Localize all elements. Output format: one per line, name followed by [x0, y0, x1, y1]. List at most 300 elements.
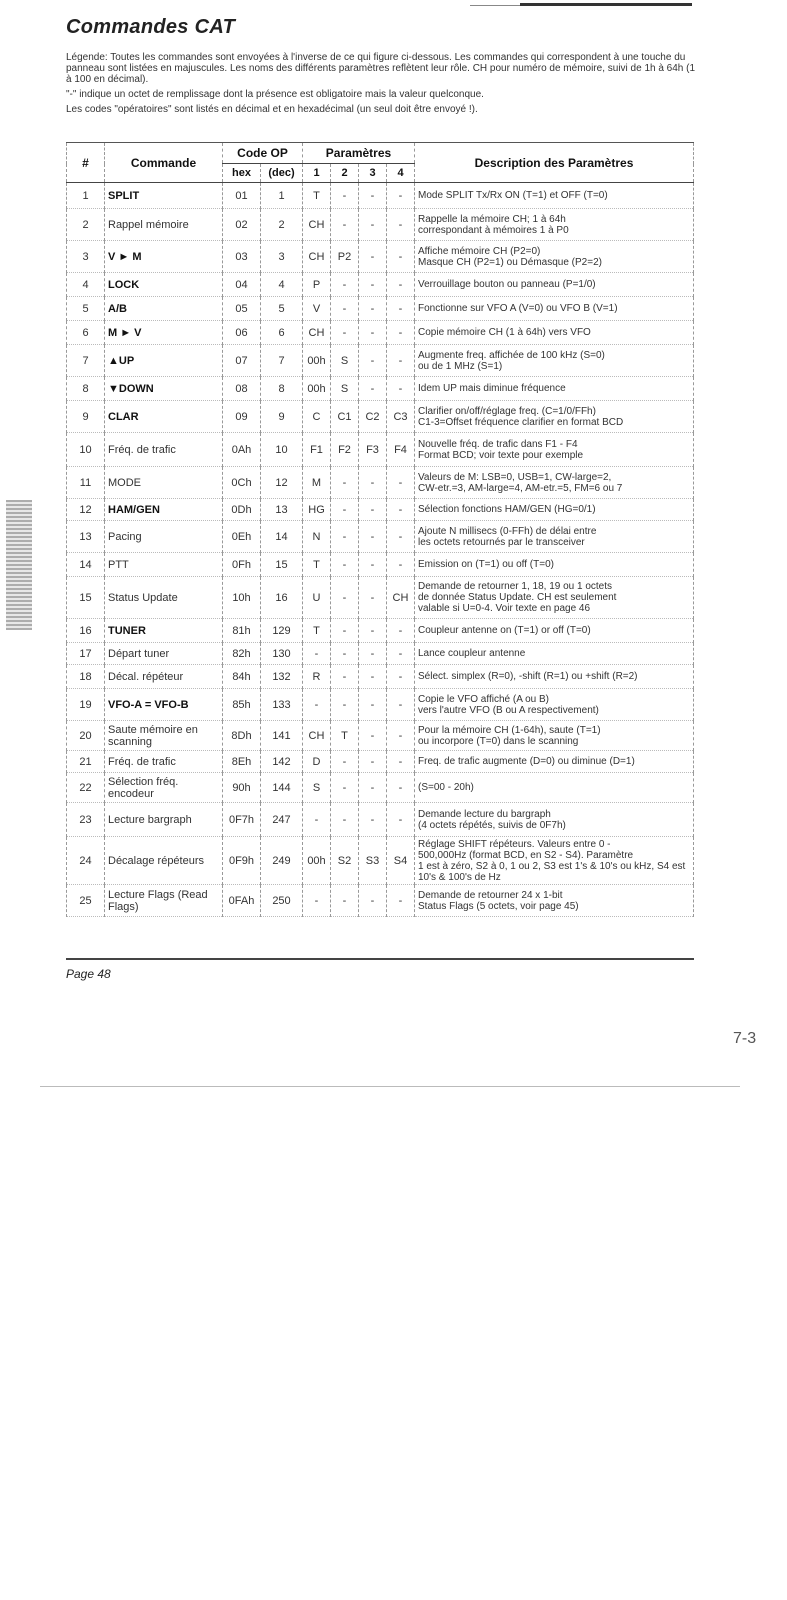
legend — [66, 52, 696, 119]
legend-line-2: "-" indique un octet de remplissage dont la présence est obligatoire mais la valeur quelconque. — [66, 89, 484, 100]
row-hex: 0F7h — [223, 803, 261, 837]
row-param-4: - — [387, 521, 415, 553]
row-param-2: - — [331, 665, 359, 689]
row-description — [415, 273, 694, 297]
row-num: 1 — [67, 183, 105, 209]
row-param-4: - — [387, 619, 415, 643]
row-param-2: - — [331, 297, 359, 321]
row-hex: 0FAh — [223, 885, 261, 917]
row-param-1: P — [303, 273, 331, 297]
row-description — [415, 721, 694, 751]
row-description-line: ou de 1 MHz (S=1) — [418, 360, 503, 372]
row-param-2: - — [331, 619, 359, 643]
row-param-3: - — [359, 553, 387, 577]
row-param-1: S — [303, 773, 331, 803]
row-description — [415, 183, 694, 209]
row-param-1: T — [303, 619, 331, 643]
row-param-1: U — [303, 577, 331, 619]
row-param-1: 00h — [303, 837, 331, 885]
row-param-4: - — [387, 209, 415, 241]
row-description — [415, 433, 694, 467]
row-description — [415, 499, 694, 521]
header-hex: hex — [223, 164, 261, 183]
row-param-3: - — [359, 721, 387, 751]
row-description — [415, 377, 694, 401]
row-param-3: - — [359, 183, 387, 209]
row-description-line: Status Flags (5 octets, voir page 45) — [418, 900, 579, 912]
row-command: TUNER — [105, 619, 223, 643]
row-hex: 0Fh — [223, 553, 261, 577]
row-num: 24 — [67, 837, 105, 885]
row-param-3: S3 — [359, 837, 387, 885]
row-dec: 144 — [261, 773, 303, 803]
row-command: MODE — [105, 467, 223, 499]
row-hex: 8Dh — [223, 721, 261, 751]
table-row — [67, 183, 694, 209]
row-param-3: - — [359, 803, 387, 837]
row-num: 19 — [67, 689, 105, 721]
row-dec: 129 — [261, 619, 303, 643]
row-description-line: Pour la mémoire CH (1-64h), saute (T=1) — [418, 724, 601, 736]
table-row — [67, 433, 694, 467]
table-row — [67, 377, 694, 401]
table-row — [67, 401, 694, 433]
row-num: 7 — [67, 345, 105, 377]
row-param-4: - — [387, 643, 415, 665]
row-param-3: - — [359, 665, 387, 689]
table-row — [67, 467, 694, 499]
row-description-line: Emission on (T=1) ou off (T=0) — [418, 559, 554, 570]
row-param-1: CH — [303, 721, 331, 751]
row-param-1: V — [303, 297, 331, 321]
row-param-3: - — [359, 751, 387, 773]
row-param-3: - — [359, 773, 387, 803]
row-command: HAM/GEN — [105, 499, 223, 521]
table-row — [67, 345, 694, 377]
row-param-4: - — [387, 273, 415, 297]
row-description-line: valable si U=0-4. Voir texte en page 46 — [418, 603, 591, 614]
row-description-line: Copie mémoire CH (1 à 64h) vers VFO — [418, 327, 591, 338]
row-description-line: (S=00 - 20h) — [418, 782, 474, 793]
row-dec: 141 — [261, 721, 303, 751]
row-dec: 7 — [261, 345, 303, 377]
row-num: 8 — [67, 377, 105, 401]
row-hex: 0F9h — [223, 837, 261, 885]
table-row — [67, 209, 694, 241]
row-description-line: Idem UP mais diminue fréquence — [418, 383, 566, 394]
corner-mark: 7-3 — [733, 1030, 757, 1047]
row-param-1: - — [303, 689, 331, 721]
row-num: 12 — [67, 499, 105, 521]
row-description — [415, 553, 694, 577]
row-dec: 130 — [261, 643, 303, 665]
row-description — [415, 665, 694, 689]
row-param-3: - — [359, 377, 387, 401]
row-description-line: de donnée Status Update. CH est seulement — [418, 592, 617, 603]
row-param-1: R — [303, 665, 331, 689]
row-param-3: - — [359, 643, 387, 665]
header-p2: 2 — [331, 164, 359, 183]
row-description — [415, 577, 694, 619]
row-description — [415, 467, 694, 499]
row-param-3: - — [359, 345, 387, 377]
row-num: 16 — [67, 619, 105, 643]
row-num: 3 — [67, 241, 105, 273]
row-param-1: 00h — [303, 377, 331, 401]
row-description-line: Affiche mémoire CH (P2=0) — [418, 245, 541, 257]
row-param-4: - — [387, 803, 415, 837]
row-command: Fréq. de trafic — [105, 433, 223, 467]
row-description-line: Augmente freq. affichée de 100 kHz (S=0) — [418, 349, 605, 361]
table-row — [67, 521, 694, 553]
row-command: Rappel mémoire — [105, 209, 223, 241]
table-row — [67, 773, 694, 803]
row-command: Pacing — [105, 521, 223, 553]
row-param-2: F2 — [331, 433, 359, 467]
row-dec: 9 — [261, 401, 303, 433]
row-command: VFO-A = VFO-B — [105, 689, 223, 721]
row-param-4: - — [387, 377, 415, 401]
header-params: Paramètres — [303, 143, 415, 164]
row-param-2: - — [331, 209, 359, 241]
table-row — [67, 689, 694, 721]
row-description — [415, 643, 694, 665]
row-param-4: - — [387, 721, 415, 751]
legend-line-3: Les codes "opératoires" sont listés en décimal et en hexadécimal (un seul doit être envoyé !). — [66, 104, 478, 115]
row-command: M ► V — [105, 321, 223, 345]
row-description-line: C1-3=Offset fréquence clarifier en format BCD — [418, 416, 624, 428]
row-param-2: - — [331, 577, 359, 619]
row-dec: 133 — [261, 689, 303, 721]
row-param-2: C1 — [331, 401, 359, 433]
row-hex: 90h — [223, 773, 261, 803]
row-dec: 8 — [261, 377, 303, 401]
row-param-4: - — [387, 297, 415, 321]
row-param-2: P2 — [331, 241, 359, 273]
row-description-line: Nouvelle fréq. de trafic dans F1 - F4 — [418, 438, 578, 450]
row-description-line: 1 est à zéro, S2 à 0, 1 ou 2, S3 est 1's & 10's ou kHz, S4 est 10's & 100's de Hz — [418, 860, 686, 883]
row-hex: 07 — [223, 345, 261, 377]
row-param-4: CH — [387, 577, 415, 619]
row-description-line: Demande de retourner 1, 18, 19 ou 1 octets — [418, 581, 613, 592]
row-hex: 10h — [223, 577, 261, 619]
row-num: 4 — [67, 273, 105, 297]
row-dec: 247 — [261, 803, 303, 837]
row-description — [415, 297, 694, 321]
row-param-1: T — [303, 183, 331, 209]
bottom-line — [40, 1086, 740, 1087]
row-param-1: C — [303, 401, 331, 433]
row-dec: 3 — [261, 241, 303, 273]
row-param-4: - — [387, 183, 415, 209]
row-command: Lecture Flags (Read Flags) — [105, 885, 223, 917]
row-command: Sélection fréq. encodeur — [105, 773, 223, 803]
row-param-2: - — [331, 321, 359, 345]
table-row — [67, 553, 694, 577]
row-param-4: - — [387, 241, 415, 273]
row-command: Décal. répéteur — [105, 665, 223, 689]
row-command: Décalage répéteurs — [105, 837, 223, 885]
bottom-rule — [66, 958, 694, 960]
row-param-1: HG — [303, 499, 331, 521]
row-param-4: - — [387, 553, 415, 577]
row-command: Saute mémoire en scanning — [105, 721, 223, 751]
row-command: Lecture bargraph — [105, 803, 223, 837]
row-description-line: Mode SPLIT Tx/Rx ON (T=1) et OFF (T=0) — [418, 190, 608, 201]
row-hex: 81h — [223, 619, 261, 643]
row-num: 25 — [67, 885, 105, 917]
header-p4: 4 — [387, 164, 415, 183]
row-param-1: - — [303, 803, 331, 837]
row-dec: 249 — [261, 837, 303, 885]
row-param-4: - — [387, 345, 415, 377]
page-title: Commandes CAT — [66, 16, 236, 38]
row-param-3: - — [359, 297, 387, 321]
row-dec: 16 — [261, 577, 303, 619]
row-param-4: - — [387, 321, 415, 345]
row-dec: 5 — [261, 297, 303, 321]
row-description — [415, 773, 694, 803]
row-command: Départ tuner — [105, 643, 223, 665]
row-param-3: - — [359, 273, 387, 297]
row-param-3: - — [359, 499, 387, 521]
row-description — [415, 521, 694, 553]
row-dec: 6 — [261, 321, 303, 345]
row-hex: 05 — [223, 297, 261, 321]
row-command: Status Update — [105, 577, 223, 619]
row-param-4: S4 — [387, 837, 415, 885]
table-row — [67, 619, 694, 643]
row-command: A/B — [105, 297, 223, 321]
row-num: 6 — [67, 321, 105, 345]
row-num: 2 — [67, 209, 105, 241]
row-param-2: S — [331, 345, 359, 377]
row-command: CLAR — [105, 401, 223, 433]
row-param-2: - — [331, 273, 359, 297]
row-dec: 1 — [261, 183, 303, 209]
row-param-3: F3 — [359, 433, 387, 467]
row-param-1: CH — [303, 321, 331, 345]
row-param-3: - — [359, 321, 387, 345]
row-description-line: Freq. de trafic augmente (D=0) ou diminue (D=1) — [418, 756, 635, 767]
row-num: 9 — [67, 401, 105, 433]
header-num: # — [67, 143, 105, 183]
row-description-line: Clarifier on/off/réglage freq. (C=1/0/FFh) — [418, 405, 596, 417]
row-param-2: - — [331, 183, 359, 209]
row-param-4: - — [387, 499, 415, 521]
row-param-2: S2 — [331, 837, 359, 885]
table-row — [67, 751, 694, 773]
row-description-line: Valeurs de M: LSB=0, USB=1, CW-large=2, — [418, 471, 612, 483]
table-row — [67, 803, 694, 837]
table-row — [67, 297, 694, 321]
row-dec: 13 — [261, 499, 303, 521]
row-description — [415, 751, 694, 773]
row-description-line: Copie le VFO affiché (A ou B) — [418, 693, 549, 705]
row-param-2: - — [331, 521, 359, 553]
row-description-line: Demande lecture du bargraph — [418, 808, 551, 820]
row-param-3: - — [359, 619, 387, 643]
row-param-4: - — [387, 885, 415, 917]
top-rule — [520, 3, 692, 6]
row-param-4: F4 — [387, 433, 415, 467]
row-num: 13 — [67, 521, 105, 553]
row-description-line: CW-etr.=3, AM-large=4, AM-etr.=5, FM=6 ou 7 — [418, 482, 623, 494]
row-description — [415, 345, 694, 377]
cat-commands-table — [66, 142, 694, 917]
row-command: Fréq. de trafic — [105, 751, 223, 773]
row-param-3: - — [359, 209, 387, 241]
row-param-1: 00h — [303, 345, 331, 377]
row-param-3: - — [359, 241, 387, 273]
row-description-line: les octets retournés par le transceiver — [418, 536, 585, 548]
row-description-line: 500,000Hz (format BCD, en S2 - S4). Paramètre — [418, 849, 634, 861]
header-command: Commande — [105, 143, 223, 183]
row-description — [415, 885, 694, 917]
row-param-3: - — [359, 885, 387, 917]
row-param-4: C3 — [387, 401, 415, 433]
header-code-op: Code OP — [223, 143, 303, 164]
header-description: Description des Paramètres — [415, 143, 694, 183]
row-hex: 08 — [223, 377, 261, 401]
row-param-2: - — [331, 499, 359, 521]
header-p1: 1 — [303, 164, 331, 183]
row-description — [415, 619, 694, 643]
row-description — [415, 689, 694, 721]
row-param-1: F1 — [303, 433, 331, 467]
table-row — [67, 837, 694, 885]
row-num: 10 — [67, 433, 105, 467]
table-row — [67, 241, 694, 273]
row-description-line: vers l'autre VFO (B ou A respectivement) — [418, 704, 599, 716]
row-num: 14 — [67, 553, 105, 577]
row-description-line: ou incorpore (T=0) dans le scanning — [418, 735, 579, 747]
row-description-line: Fonctionne sur VFO A (V=0) ou VFO B (V=1) — [418, 303, 618, 314]
header-dec: (dec) — [261, 164, 303, 183]
row-description-line: Coupleur antenne on (T=1) or off (T=0) — [418, 625, 591, 636]
side-stamp — [6, 500, 32, 630]
row-param-1: - — [303, 643, 331, 665]
row-description-line: Lance coupleur antenne — [418, 648, 526, 659]
table-row — [67, 643, 694, 665]
row-param-4: - — [387, 665, 415, 689]
row-param-4: - — [387, 467, 415, 499]
row-param-2: T — [331, 721, 359, 751]
row-param-4: - — [387, 751, 415, 773]
row-dec: 12 — [261, 467, 303, 499]
row-num: 23 — [67, 803, 105, 837]
row-param-4: - — [387, 689, 415, 721]
row-command: PTT — [105, 553, 223, 577]
row-hex: 01 — [223, 183, 261, 209]
row-description — [415, 401, 694, 433]
row-hex: 06 — [223, 321, 261, 345]
table-row — [67, 321, 694, 345]
row-num: 21 — [67, 751, 105, 773]
row-description-line: Masque CH (P2=1) ou Démasque (P2=2) — [418, 256, 602, 268]
row-hex: 82h — [223, 643, 261, 665]
row-hex: 03 — [223, 241, 261, 273]
row-param-2: S — [331, 377, 359, 401]
row-description-line: Sélection fonctions HAM/GEN (HG=0/1) — [418, 504, 596, 515]
row-hex: 02 — [223, 209, 261, 241]
row-hex: 8Eh — [223, 751, 261, 773]
table-row — [67, 665, 694, 689]
row-dec: 250 — [261, 885, 303, 917]
row-description-line: (4 octets répétés, suivis de 0F7h) — [418, 819, 566, 831]
row-description-line: Réglage SHIFT répéteurs. Valeurs entre 0 - — [418, 838, 611, 850]
row-dec: 10 — [261, 433, 303, 467]
row-description-line: Verrouillage bouton ou panneau (P=1/0) — [418, 279, 596, 290]
header-p3: 3 — [359, 164, 387, 183]
row-hex: 84h — [223, 665, 261, 689]
row-num: 15 — [67, 577, 105, 619]
row-description-line: Sélect. simplex (R=0), -shift (R=1) ou +shift (R=2) — [418, 671, 638, 682]
row-description-line: Ajoute N millisecs (0-FFh) de délai entre — [418, 525, 597, 537]
row-param-2: - — [331, 467, 359, 499]
row-dec: 142 — [261, 751, 303, 773]
row-param-1: D — [303, 751, 331, 773]
row-param-2: - — [331, 689, 359, 721]
row-description-line: correspondant à mémoires 1 à P0 — [418, 224, 569, 236]
row-command: ▼DOWN — [105, 377, 223, 401]
row-param-2: - — [331, 885, 359, 917]
row-param-3: - — [359, 521, 387, 553]
row-num: 18 — [67, 665, 105, 689]
row-hex: 09 — [223, 401, 261, 433]
row-param-1: CH — [303, 241, 331, 273]
row-num: 5 — [67, 297, 105, 321]
page-number: Page 48 — [66, 967, 111, 981]
row-description — [415, 803, 694, 837]
row-param-3: - — [359, 689, 387, 721]
row-param-2: - — [331, 803, 359, 837]
row-num: 17 — [67, 643, 105, 665]
row-command: SPLIT — [105, 183, 223, 209]
row-dec: 15 — [261, 553, 303, 577]
row-dec: 132 — [261, 665, 303, 689]
row-description — [415, 241, 694, 273]
row-dec: 2 — [261, 209, 303, 241]
table-row — [67, 721, 694, 751]
legend-line-1: Légende: Toutes les commandes sont envoyées à l'inverse de ce qui figure ci-dessous. Les commandes qui correspondent à une touche du panneau sont listées en majuscules. Les noms des différents paramètres reflètent leur rôle. CH pour numéro de mémoire, suivi de 1h à 64h (1 à 100 en décimal). — [66, 52, 696, 85]
table-row — [67, 885, 694, 917]
row-param-2: - — [331, 751, 359, 773]
row-param-3: C2 — [359, 401, 387, 433]
row-command: V ► M — [105, 241, 223, 273]
row-description-line: Format BCD; voir texte pour exemple — [418, 449, 584, 461]
row-dec: 14 — [261, 521, 303, 553]
row-hex: 85h — [223, 689, 261, 721]
row-description-line: Rappelle la mémoire CH; 1 à 64h — [418, 213, 566, 225]
row-hex: 0Ch — [223, 467, 261, 499]
row-param-3: - — [359, 577, 387, 619]
row-param-2: - — [331, 643, 359, 665]
row-param-3: - — [359, 467, 387, 499]
row-description — [415, 837, 694, 885]
row-hex: 0Eh — [223, 521, 261, 553]
row-description — [415, 209, 694, 241]
row-num: 11 — [67, 467, 105, 499]
row-command: LOCK — [105, 273, 223, 297]
row-hex: 04 — [223, 273, 261, 297]
row-hex: 0Ah — [223, 433, 261, 467]
row-command: ▲UP — [105, 345, 223, 377]
table-row — [67, 273, 694, 297]
table-row — [67, 499, 694, 521]
row-description-line: Demande de retourner 24 x 1-bit — [418, 889, 563, 901]
row-param-4: - — [387, 773, 415, 803]
